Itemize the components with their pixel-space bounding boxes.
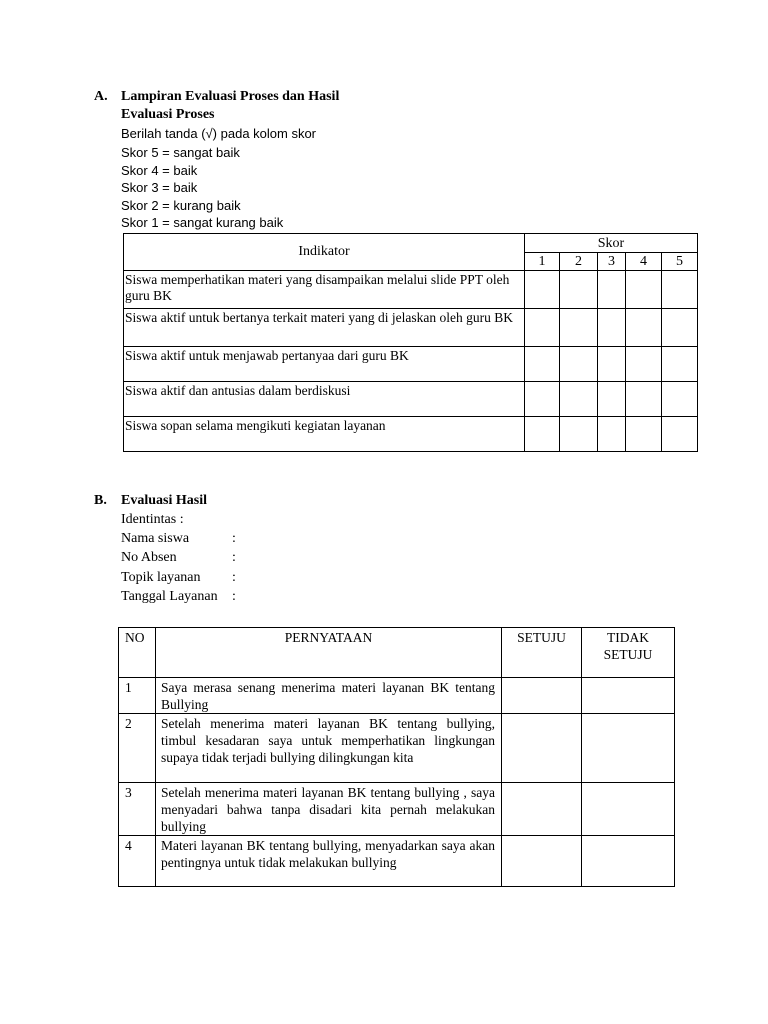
field-label-name: Nama siswa bbox=[121, 531, 190, 546]
score-cell[interactable] bbox=[560, 417, 598, 452]
score-cell[interactable] bbox=[626, 309, 662, 347]
score-cell[interactable] bbox=[626, 417, 662, 452]
score-cell[interactable] bbox=[626, 382, 662, 417]
disagree-cell[interactable] bbox=[582, 836, 675, 887]
field-label-topic: Topik layanan bbox=[121, 570, 201, 585]
score-header: Skor bbox=[525, 234, 698, 253]
field-sep: : bbox=[232, 589, 236, 604]
score-cell[interactable] bbox=[560, 382, 598, 417]
agree-cell[interactable] bbox=[502, 678, 582, 714]
score-col-3: 3 bbox=[598, 253, 626, 271]
indicator-row: Siswa sopan selama mengikuti kegiatan layanan bbox=[124, 417, 525, 452]
disagree-cell[interactable] bbox=[582, 783, 675, 836]
field-sep: : bbox=[232, 531, 236, 546]
section-a-subtitle: Evaluasi Proses bbox=[121, 107, 215, 122]
score-cell[interactable] bbox=[560, 271, 598, 309]
score-cell[interactable] bbox=[525, 271, 560, 309]
score-legend-3: Skor 3 = baik bbox=[121, 180, 198, 195]
score-cell[interactable] bbox=[525, 417, 560, 452]
score-cell[interactable] bbox=[525, 347, 560, 382]
result-evaluation-table bbox=[118, 627, 675, 887]
statement-text: Setelah menerima materi layanan BK tentang bullying, timbul kesadaran saya untuk memperhatikan lingkungan supaya tidak terjadi bullying dilingkungan kita bbox=[156, 714, 502, 783]
field-sep: : bbox=[232, 550, 236, 565]
statement-header: PERNYATAAN bbox=[156, 628, 502, 678]
score-cell[interactable] bbox=[598, 382, 626, 417]
score-legend-4: Skor 4 = baik bbox=[121, 163, 198, 178]
disagree-cell[interactable] bbox=[582, 714, 675, 783]
score-legend-2: Skor 2 = kurang baik bbox=[121, 198, 241, 213]
score-cell[interactable] bbox=[598, 309, 626, 347]
indicator-row: Siswa aktif dan antusias dalam berdiskusi bbox=[124, 382, 525, 417]
score-cell[interactable] bbox=[598, 417, 626, 452]
score-cell[interactable] bbox=[662, 347, 698, 382]
score-cell[interactable] bbox=[525, 382, 560, 417]
score-cell[interactable] bbox=[626, 347, 662, 382]
disagree-cell[interactable] bbox=[582, 678, 675, 714]
score-col-5: 5 bbox=[662, 253, 698, 271]
score-cell[interactable] bbox=[560, 309, 598, 347]
section-b-letter: B. bbox=[94, 493, 107, 508]
score-cell[interactable] bbox=[525, 309, 560, 347]
statement-text: Setelah menerima materi layanan BK tentang bullying , saya menyadari bahwa tanpa disadari kita pernah melakukan bullying bbox=[156, 783, 502, 836]
indicator-header: Indikator bbox=[124, 234, 525, 271]
field-sep: : bbox=[232, 570, 236, 585]
identity-label: Identintas : bbox=[121, 512, 184, 527]
field-label-absen: No Absen bbox=[121, 550, 177, 565]
score-col-1: 1 bbox=[525, 253, 560, 271]
score-legend-1: Skor 1 = sangat kurang baik bbox=[121, 215, 284, 230]
statement-text: Materi layanan BK tentang bullying, menyadarkan saya akan pentingnya untuk tidak melakukan bullying bbox=[156, 836, 502, 887]
row-number: 2 bbox=[119, 714, 156, 783]
score-cell[interactable] bbox=[560, 347, 598, 382]
row-number: 1 bbox=[119, 678, 156, 714]
agree-header: SETUJU bbox=[502, 628, 582, 678]
agree-cell[interactable] bbox=[502, 714, 582, 783]
indicator-row: Siswa aktif untuk bertanya terkait materi yang di jelaskan oleh guru BK bbox=[124, 309, 525, 347]
indicator-row: Siswa memperhatikan materi yang disampaikan melalui slide PPT oleh guru BK bbox=[124, 271, 525, 309]
score-cell[interactable] bbox=[662, 417, 698, 452]
statement-text: Saya merasa senang menerima materi layanan BK tentang Bullying bbox=[156, 678, 502, 714]
score-legend-5: Skor 5 = sangat baik bbox=[121, 145, 240, 160]
indicator-row: Siswa aktif untuk menjawab pertanyaa dari guru BK bbox=[124, 347, 525, 382]
section-b-title: Evaluasi Hasil bbox=[121, 493, 207, 508]
agree-cell[interactable] bbox=[502, 836, 582, 887]
score-cell[interactable] bbox=[662, 382, 698, 417]
score-cell[interactable] bbox=[598, 271, 626, 309]
score-col-4: 4 bbox=[626, 253, 662, 271]
process-evaluation-table bbox=[123, 233, 698, 452]
score-cell[interactable] bbox=[598, 347, 626, 382]
field-label-date: Tanggal Layanan bbox=[121, 589, 218, 604]
row-number: 4 bbox=[119, 836, 156, 887]
score-col-2: 2 bbox=[560, 253, 598, 271]
no-header: NO bbox=[119, 628, 156, 678]
score-cell[interactable] bbox=[626, 271, 662, 309]
agree-cell[interactable] bbox=[502, 783, 582, 836]
row-number: 3 bbox=[119, 783, 156, 836]
score-cell[interactable] bbox=[662, 309, 698, 347]
section-a-letter: A. bbox=[94, 89, 108, 104]
score-cell[interactable] bbox=[662, 271, 698, 309]
disagree-header: TIDAK SETUJU bbox=[582, 628, 675, 678]
section-a-title: Lampiran Evaluasi Proses dan Hasil bbox=[121, 89, 340, 104]
instruction-line: Berilah tanda (√) pada kolom skor bbox=[121, 126, 317, 141]
